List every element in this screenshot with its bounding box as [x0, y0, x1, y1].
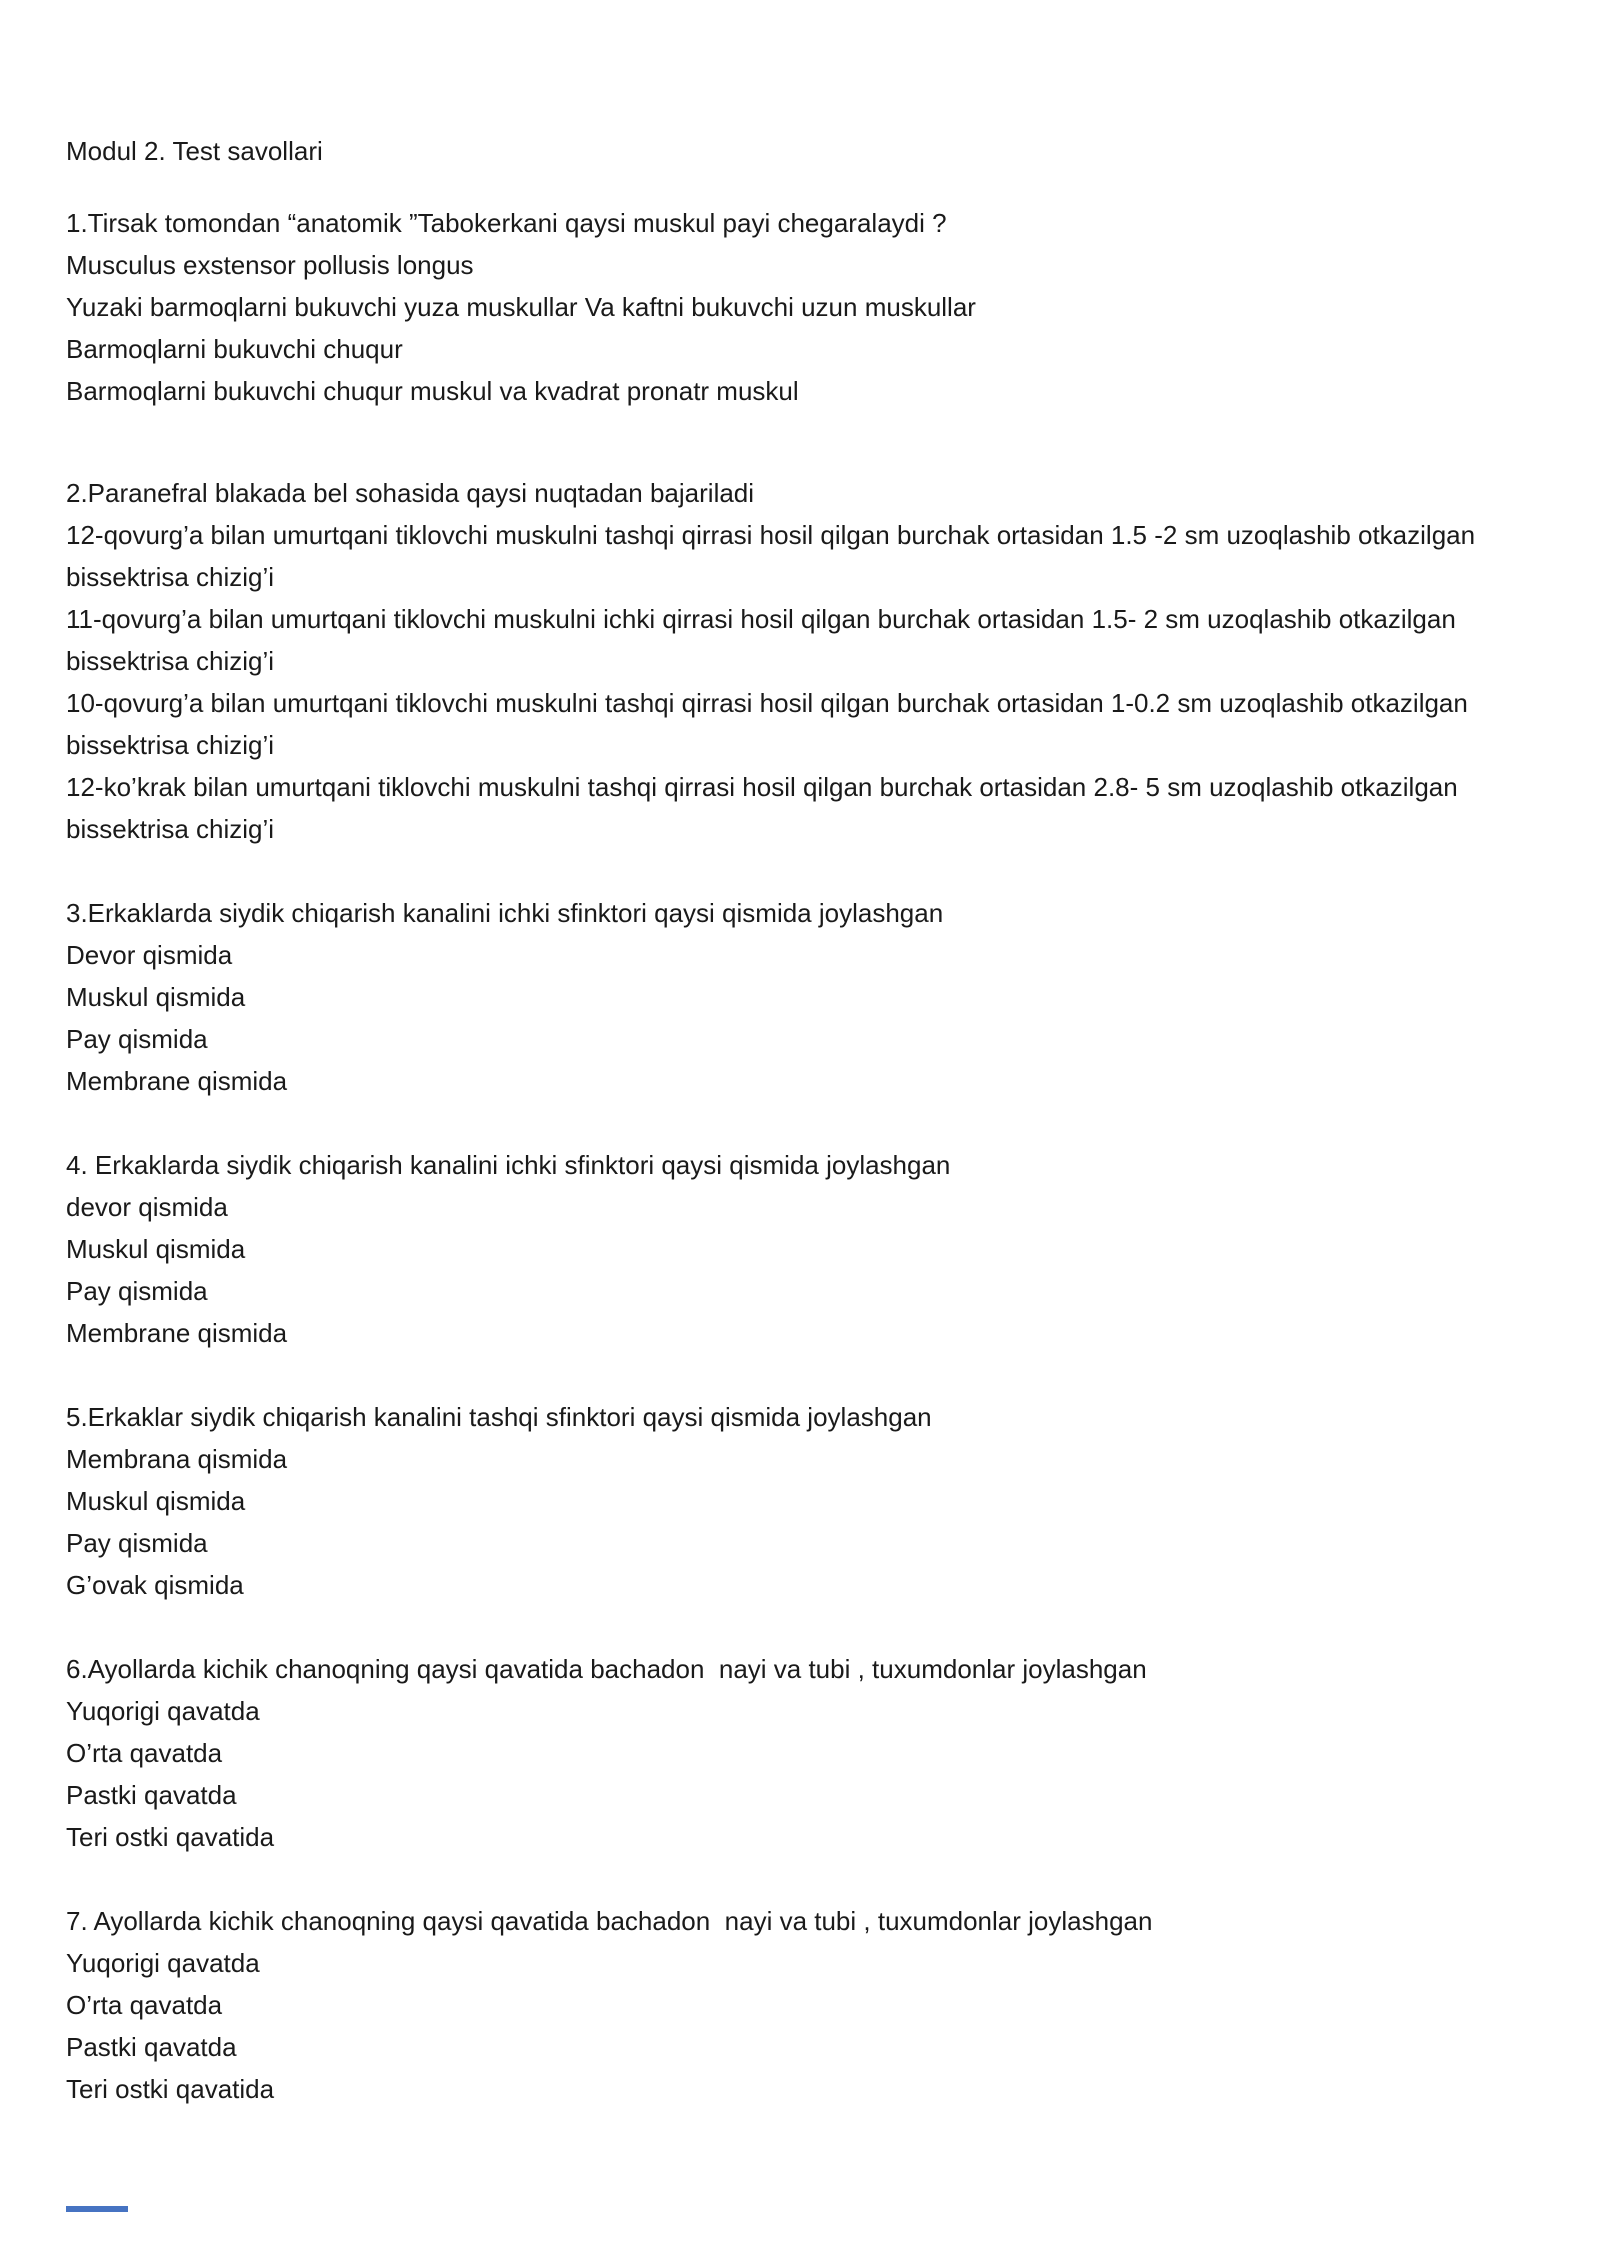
- questions: [66, 202, 1516, 2110]
- answer-option: Muskul qismida: [66, 1234, 246, 1264]
- answer-option: Yuqorigi qavatda: [66, 1696, 260, 1726]
- document-title: Modul 2. Test savollari: [66, 136, 323, 166]
- answer-option: Muskul qismida: [66, 982, 246, 1012]
- question-block: [66, 1900, 1516, 2110]
- answer-option: Membrane qismida: [66, 1318, 288, 1348]
- answer-option: O’rta qavatda: [66, 1990, 223, 2020]
- answer-option: Musculus exstensor pollusis longus: [66, 250, 474, 280]
- answer-option: 12-qovurg’a bilan umurtqani tiklovchi muskulni tashqi qirrasi hosil qilgan burchak ortasidan 1.5 -2 sm uzoqlashib otkazilgan bissektrisa chizig’i: [66, 520, 1483, 592]
- question-text: 3.Erkaklarda siydik chiqarish kanalini ichki sfinktori qaysi qismida joylashgan: [66, 898, 944, 928]
- question-block: [66, 202, 1516, 412]
- blue-marker: [66, 2206, 128, 2212]
- answer-option: Pastki qavatda: [66, 2032, 237, 2062]
- question-block: [66, 1144, 1516, 1354]
- question-text: 1.Tirsak tomondan “anatomik ”Tabokerkani qaysi muskul payi chegaralaydi ?: [66, 208, 947, 238]
- question-text: 2.Paranefral blakada bel sohasida qaysi nuqtadan bajariladi: [66, 478, 755, 508]
- answer-option: Yuzaki barmoqlarni bukuvchi yuza muskullar Va kaftni bukuvchi uzun muskullar: [66, 292, 976, 322]
- answer-option: Pastki qavatda: [66, 1780, 237, 1810]
- answer-option: Barmoqlarni bukuvchi chuqur muskul va kvadrat pronatr muskul: [66, 376, 799, 406]
- question-text: 7. Ayollarda kichik chanoqning qaysi qavatida bachadon nayi va tubi , tuxumdonlar joylashgan: [66, 1906, 1153, 1936]
- answer-option: Muskul qismida: [66, 1486, 246, 1516]
- question-block: [66, 1396, 1516, 1606]
- question-text: 5.Erkaklar siydik chiqarish kanalini tashqi sfinktori qaysi qismida joylashgan: [66, 1402, 932, 1432]
- answer-option: Teri ostki qavatida: [66, 2074, 275, 2104]
- question-block: [66, 892, 1516, 1102]
- question-block: [66, 1648, 1516, 1858]
- answer-option: 12-ko’krak bilan umurtqani tiklovchi muskulni tashqi qirrasi hosil qilgan burchak ortasidan 2.8- 5 sm uzoqlashib otkazilgan bissektrisa chizig’i: [66, 772, 1465, 844]
- answer-option: 10-qovurg’a bilan umurtqani tiklovchi muskulni tashqi qirrasi hosil qilgan burchak ortasidan 1-0.2 sm uzoqlashib otkazilgan bissektrisa chizig’i: [66, 688, 1476, 760]
- answer-option: G’ovak qismida: [66, 1570, 244, 1600]
- question-block: [66, 472, 1516, 850]
- answer-option: Devor qismida: [66, 940, 233, 970]
- answer-option: Membrana qismida: [66, 1444, 288, 1474]
- answer-option: Pay qismida: [66, 1024, 208, 1054]
- answer-option: Pay qismida: [66, 1528, 208, 1558]
- answer-option: Membrane qismida: [66, 1066, 288, 1096]
- answer-option: 11-qovurg’a bilan umurtqani tiklovchi muskulni ichki qirrasi hosil qilgan burchak ortasidan 1.5- 2 sm uzoqlashib otkazilgan bissektrisa chizig’i: [66, 604, 1464, 676]
- question-text: 4. Erkaklarda siydik chiqarish kanalini ichki sfinktori qaysi qismida joylashgan: [66, 1150, 951, 1180]
- answer-option: Yuqorigi qavatda: [66, 1948, 260, 1978]
- answer-option: Teri ostki qavatida: [66, 1822, 275, 1852]
- question-text: 6.Ayollarda kichik chanoqning qaysi qavatida bachadon nayi va tubi , tuxumdonlar joylashgan: [66, 1654, 1147, 1684]
- answer-option: Barmoqlarni bukuvchi chuqur: [66, 334, 403, 364]
- answer-option: devor qismida: [66, 1192, 228, 1222]
- answer-option: O’rta qavatda: [66, 1738, 223, 1768]
- answer-option: Pay qismida: [66, 1276, 208, 1306]
